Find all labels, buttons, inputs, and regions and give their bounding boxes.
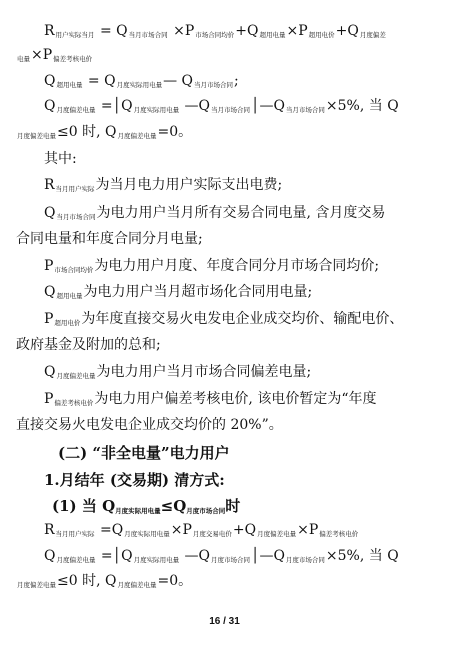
definition-p-over-cont: 政府基金及附加的总和; [16, 337, 161, 353]
formula-q1: Q超用电量 = Q月度实际用电量— Q当月市场合同; [44, 73, 239, 89]
formula-r: R用户实际当月 = Q当月市场合同 ×P市场合同均价+Q超用电量×P超用电价+Q月度偏差 [44, 23, 386, 39]
formula-r-cont: 电量×P偏差考核电价 [17, 47, 93, 63]
definition-p-penalty: P偏差考核电价为电力用户偏差考核电价, 该电价暂定为“年度 [44, 391, 377, 407]
formula-q2-cont: 月度偏差电量≤0 时, Q月度偏差电量=0。 [17, 124, 193, 140]
definition-q-over: Q超用电量为电力用户当月超市场化合同用电量; [44, 284, 313, 300]
definition-p-over: P超用电价为年度直接交易火电发电企业成交均价、输配电价、 [44, 311, 404, 327]
formula-q3-cont: 月度偏差电量≤0 时, Q月度偏差电量=0。 [17, 573, 193, 589]
formula-r2: R当月用户实际 =Q月度实际用电量×P月度交易电价+Q月度偏差电量×P偏差考核电价 [44, 522, 359, 538]
definition-r: R当月用户实际为当月电力用户实际支出电费; [44, 177, 283, 193]
definition-q-contract: Q当月市场合同为电力用户当月所有交易合同电量, 含月度交易 [44, 205, 386, 221]
definition-q-contract-cont: 合同电量和年度合同分月电量; [16, 231, 203, 247]
section-heading-2: (二) “非全电量”电力用户 [58, 444, 230, 462]
formula-q2: Q月度偏差电量 =│Q月度实际用电量 —Q当月市场合同│—Q当月市场合同×5%, 当 Q [44, 98, 399, 114]
definition-q-deviation: Q月度偏差电量为电力用户当月市场合同偏差电量; [44, 364, 312, 380]
section-heading-4: (1) 当 Q月度实际用电量≤Q月度市场合同时 [52, 497, 241, 515]
qizhong-label: 其中: [44, 151, 77, 167]
formula-q3: Q月度偏差电量 =│Q月度实际用电量 —Q月度市场合同│—Q月度市场合同×5%, 当 Q [44, 548, 399, 564]
definition-p-penalty-cont: 直接交易火电发电企业成交均价的 20%”。 [16, 417, 283, 433]
definition-p-contract: P市场合同均价为电力用户月度、年度合同分月市场合同均价; [44, 258, 380, 274]
page-number: 16 / 31 [209, 616, 240, 627]
section-heading-3: 1.月结年 (交易期) 清方式: [44, 471, 225, 489]
